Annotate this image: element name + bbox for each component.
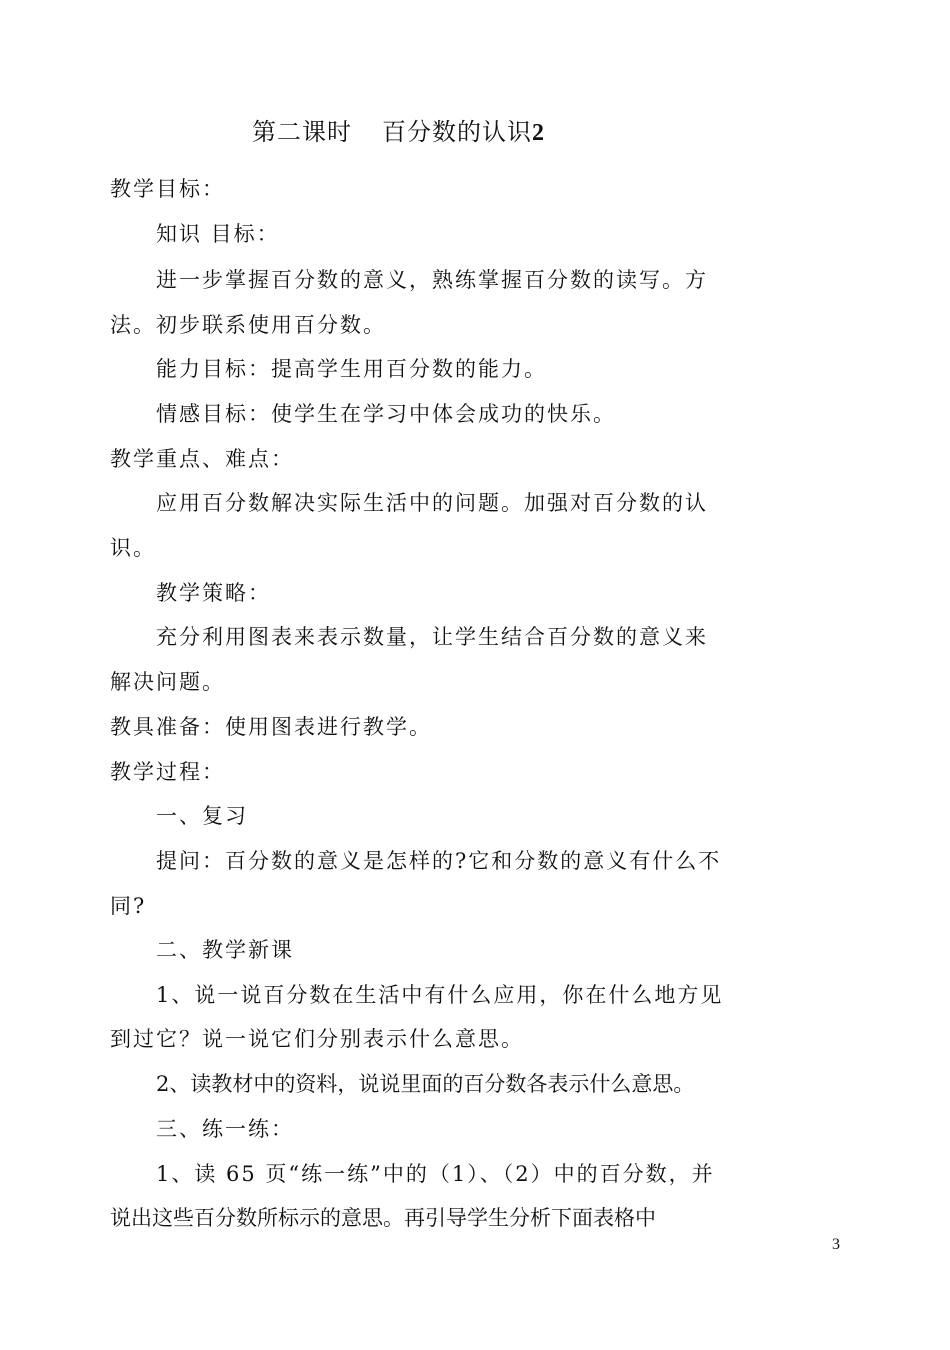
text-line: 1、说一说百分数在生活中有什么应用，你在什么地方见	[156, 983, 724, 1007]
text-line: 情感目标：使学生在学习中体会成功的快乐。	[156, 402, 616, 426]
text-line: 教学重点、难点：	[110, 447, 294, 471]
text-line: 二、教学新课	[156, 938, 294, 962]
text-line: 同?	[110, 894, 147, 918]
text-line: 说出这些百分数所标示的意思。再引导学生分析下面表格中	[110, 1206, 656, 1230]
text-line: 进一步掌握百分数的意义，熟练掌握百分数的读写。方	[156, 268, 708, 292]
title-sub: 百分数的认识	[382, 118, 532, 146]
text-line: 提问：百分数的意义是怎样的?它和分数的意义有什么不	[156, 849, 722, 873]
text-line: 解决问题。	[110, 670, 225, 694]
text-line: 到过它？说一说它们分别表示什么意思。	[110, 1027, 524, 1051]
text-line: 教学目标：	[110, 177, 225, 201]
text-line: 教具准备：使用图表进行教学。	[110, 715, 432, 739]
text-line: 法。初步联系使用百分数。	[110, 313, 386, 337]
text-line: 三、练一练：	[156, 1117, 294, 1141]
title-number: 2	[532, 120, 545, 146]
text-line: 应用百分数解决实际生活中的问题。加强对百分数的认	[156, 491, 708, 515]
text-line: 充分利用图表来表示数量，让学生结合百分数的意义来	[156, 625, 708, 649]
text-line: 一、复习	[156, 804, 248, 828]
text-line: 能力目标：提高学生用百分数的能力。	[156, 357, 547, 381]
page-number: 3	[832, 1236, 840, 1253]
text-line: 教学过程：	[110, 760, 225, 784]
text-line: 知识 目标：	[156, 222, 280, 246]
text-line: 识。	[110, 536, 156, 560]
text-line: 2、读教材中的资料，说说里面的百分数各表示什么意思。	[156, 1072, 695, 1096]
document-title	[252, 116, 545, 149]
title-main: 第二课时	[252, 118, 352, 146]
text-line: 教学策略：	[156, 581, 271, 605]
text-line: 1、读 65 页“练一练”中的（1）、（2）中的百分数，并	[156, 1162, 715, 1186]
